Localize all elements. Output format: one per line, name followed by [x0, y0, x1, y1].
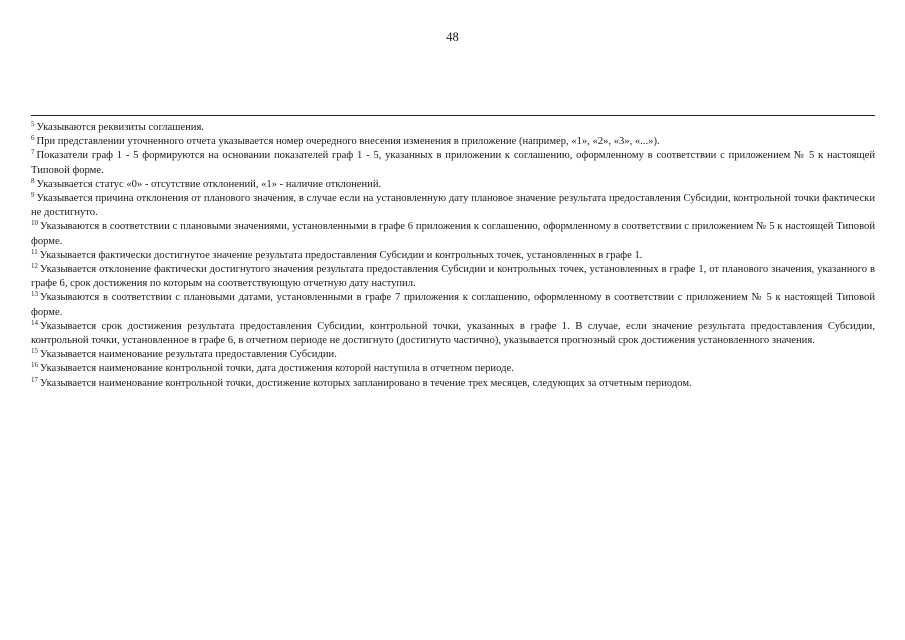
- footnote-number: 12: [31, 262, 38, 271]
- footnote-number: 9: [31, 191, 35, 200]
- footnote-number: 5: [31, 120, 35, 128]
- footnote-text: Указывается причина отклонения от планового значения, в случае если на установленную дату плановое значение результата предоставления Субсидии, контрольной точки фактически не достигнуто.: [31, 193, 875, 219]
- footnote-number: 16: [31, 361, 38, 370]
- footnote: [31, 192, 875, 220]
- footnote-number: 14: [31, 318, 38, 327]
- footnote-number: 15: [31, 347, 38, 356]
- footnote-text: Указывается отклонение фактически достигнутого значения результата предоставления Субсидии и контрольных точек, установленных в графе 1, от планового значения, указанного в графе 6, срок достижения по которым на соответствующую отчетную дату наступил.: [31, 264, 875, 290]
- footnote-separator: [31, 115, 875, 116]
- footnote-text: Указывается наименование контрольной точки, дата достижения которой наступила в отчетном периоде.: [40, 363, 514, 375]
- footnote: [31, 263, 875, 291]
- footnotes-list: [31, 121, 875, 391]
- footnote-text: Указывается наименование контрольной точки, достижение которых запланировано в течение трех месяцев, следующих за отчетным периодом.: [40, 377, 692, 389]
- footnote-text: При представлении уточненного отчета указывается номер очередного внесения изменения в приложение (например, «1», «2», «3», «...»).: [36, 136, 660, 148]
- footnote-text: Указывается наименование результата предоставления Субсидии.: [40, 349, 337, 361]
- footnote-number: 11: [31, 247, 38, 256]
- footnote-number: 8: [31, 176, 35, 185]
- footnote: [31, 135, 875, 149]
- footnote-text: Указывается статус «0» - отсутствие отклонений, «1» - наличие отклонений.: [36, 178, 382, 190]
- footnote-text: Указываются в соответствии с плановыми датами, установленными в графе 7 приложения к соглашению, оформленному в соответствии с приложением № 5 к настоящей Типовой форме.: [31, 292, 875, 318]
- footnote-number: 10: [31, 219, 38, 228]
- footnote-number: 13: [31, 290, 38, 299]
- footnote-text: Показатели граф 1 - 5 формируются на основании показателей граф 1 - 5, указанных в приложении к соглашению, оформленному в соответствии с приложением № 5 к настоящей Типовой форме.: [31, 150, 875, 176]
- footnote: [31, 348, 875, 362]
- footnote: [31, 362, 875, 376]
- page-number: 48: [446, 30, 459, 44]
- footnote-number: 6: [31, 134, 35, 143]
- footnote: [31, 291, 875, 319]
- footnote: [31, 249, 875, 263]
- footnote-text: Указывается срок достижения результата предоставления Субсидии, контрольной точки, указанных в графе 1. В случае, если значение результата предоставления Субсидии, контрольной точки, установленное в графе 6, в отчетном периоде не достигнуто (достигнуто частично), указывается прогнозный срок достижения установленного значения.: [31, 320, 875, 347]
- footnote: [31, 220, 875, 248]
- footnote-text: Указываются в соответствии с плановыми значениями, установленными в графе 6 приложения к соглашению, оформленному в соответствии с приложением № 5 к настоящей Типовой форме.: [31, 221, 875, 247]
- footnote-number: 7: [31, 148, 35, 157]
- footnote-text: Указывается фактически достигнутое значение результата предоставления Субсидии и контрольных точек, установленных в графе 1.: [39, 249, 643, 261]
- footnote: [31, 149, 875, 177]
- footnote: [31, 320, 875, 348]
- footnote: [31, 178, 875, 192]
- footnote: [31, 121, 875, 135]
- footnote: [31, 377, 875, 391]
- footnote-text: Указываются реквизиты соглашения.: [36, 122, 204, 133]
- footnote-number: 17: [31, 375, 38, 384]
